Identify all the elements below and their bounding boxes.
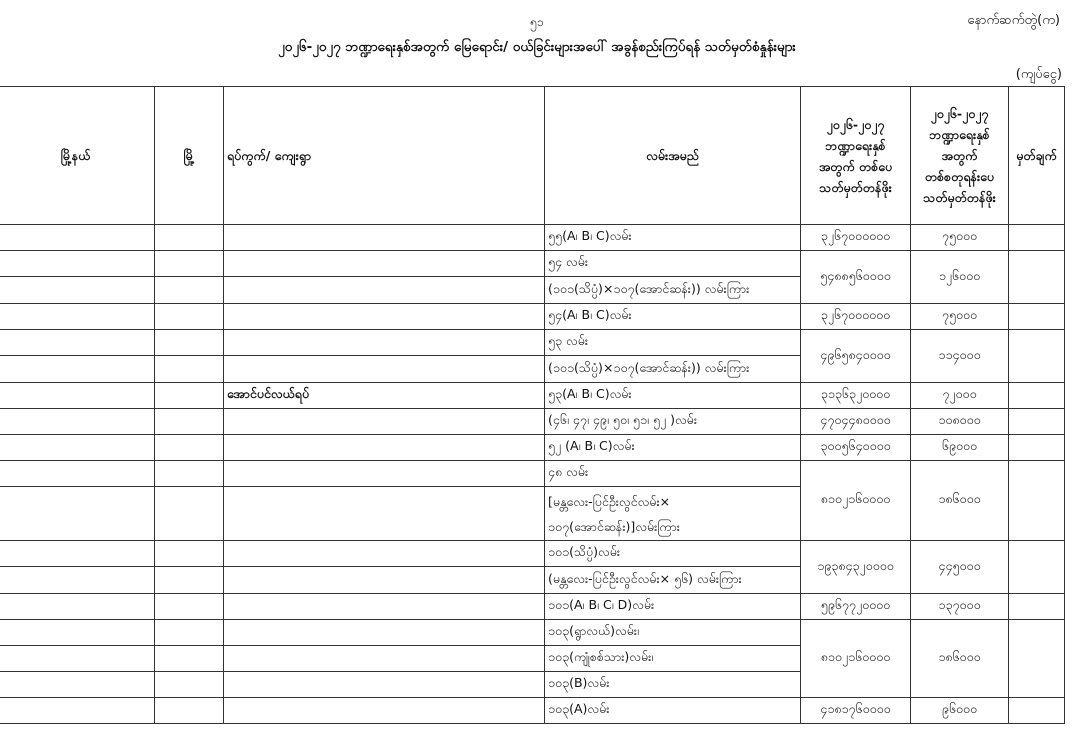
header-value-per-foot-line1: ၂၀၂၆-၂၀၂၇ bbox=[826, 116, 885, 132]
header-value-per-sqft-line3: အတွက် bbox=[941, 148, 978, 163]
remarks-cell bbox=[1009, 251, 1065, 304]
street-cell: ၁၀၁(သိပ္ပံ)လမ်း bbox=[545, 541, 801, 567]
town-cell bbox=[155, 698, 224, 724]
remarks-cell bbox=[1009, 594, 1065, 620]
ward-cell bbox=[224, 672, 545, 698]
ward-cell bbox=[224, 620, 545, 646]
value-per-sqft-cell: ၁၈၆၀၀၀ bbox=[911, 620, 1009, 698]
district-cell bbox=[0, 698, 155, 724]
header-value-per-sqft bbox=[911, 87, 1009, 225]
remarks-cell bbox=[1009, 698, 1065, 724]
district-cell bbox=[0, 567, 155, 594]
town-cell bbox=[155, 251, 224, 277]
table-row bbox=[0, 541, 1065, 567]
value-per-foot-cell: ၃၂၆၇၀၀၀၀၀၀ bbox=[801, 304, 911, 330]
remarks-cell bbox=[1009, 620, 1065, 698]
table-row bbox=[0, 435, 1065, 461]
town-cell bbox=[155, 487, 224, 541]
value-per-sqft-cell: ၄၄၅၀၀၀ bbox=[911, 541, 1009, 594]
value-per-sqft-cell: ၁၈၆၀၀၀ bbox=[911, 461, 1009, 541]
value-per-sqft-cell: ၁၁၄၀၀၀ bbox=[911, 330, 1009, 383]
ward-cell bbox=[224, 304, 545, 330]
remarks-cell bbox=[1009, 461, 1065, 541]
ward-cell bbox=[224, 646, 545, 672]
town-cell bbox=[155, 383, 224, 409]
district-cell bbox=[0, 251, 155, 277]
street-cell: ၅၅(A၊ B၊ C)လမ်း bbox=[545, 225, 801, 251]
value-per-foot-cell: ၃၂၆၇၀၀၀၀၀၀ bbox=[801, 225, 911, 251]
street-cell: ၁၀၃(ကျုံစစ်သား)လမ်း၊ bbox=[545, 646, 801, 672]
value-per-foot-cell: ၈၁၀၂၁၆၀၀၀၀ bbox=[801, 620, 911, 698]
district-cell bbox=[0, 225, 155, 251]
document-title: ၂၀၂၆-၂၀၂၇ ဘဏ္ဍာရေးနှစ်အတွက် မြေရောင်း/ ဝယ်ခြင်းများအပေါ် အခွန်စည်းကြပ်ရန် သတ်မှတ်စံနှုန်းများ bbox=[278, 39, 796, 55]
value-per-foot-cell: ၄၁၈၁၇၆၀၀၀၀ bbox=[801, 698, 911, 724]
remarks-cell bbox=[1009, 435, 1065, 461]
street-cell: ၁၀၃(B)လမ်း bbox=[545, 672, 801, 698]
value-per-sqft-cell: ၇၂၀၀၀ bbox=[911, 383, 1009, 409]
street-cell-multiline bbox=[545, 487, 801, 541]
value-per-foot-cell: ၃၁၃၆၃၂၀၀၀၀ bbox=[801, 383, 911, 409]
table-row bbox=[0, 461, 1065, 487]
ward-cell bbox=[224, 409, 545, 435]
district-cell bbox=[0, 383, 155, 409]
district-cell bbox=[0, 461, 155, 487]
header-value-per-sqft-line2: ဘဏ္ဍာရေးနှစ် bbox=[929, 127, 990, 142]
street-cell: ၅၄ လမ်း bbox=[545, 251, 801, 277]
town-cell bbox=[155, 672, 224, 698]
district-cell bbox=[0, 594, 155, 620]
header-remarks: မှတ်ချက် bbox=[1009, 87, 1065, 225]
value-per-sqft-cell: ၇၅၀၀၀ bbox=[911, 304, 1009, 330]
street-cell: ၁၀၁(A၊ B၊ C၊ D)လမ်း bbox=[545, 594, 801, 620]
remarks-cell bbox=[1009, 409, 1065, 435]
value-per-sqft-cell: ၁၂၆၀၀၀ bbox=[911, 251, 1009, 304]
value-per-foot-cell: ၈၁၀၂၁၆၀၀၀၀ bbox=[801, 461, 911, 541]
ward-name-cell: အောင်ပင်လယ်ရပ် bbox=[224, 383, 545, 409]
town-cell bbox=[155, 435, 224, 461]
header-value-per-sqft-line1: ၂၀၂၆-၂၀၂၇ bbox=[930, 106, 989, 121]
table-row bbox=[0, 225, 1065, 251]
district-cell bbox=[0, 409, 155, 435]
header-value-per-sqft-line4: တစ်စတုရန်းပေ bbox=[924, 169, 995, 184]
valuation-table bbox=[0, 86, 1065, 724]
town-cell bbox=[155, 225, 224, 251]
ward-cell bbox=[224, 594, 545, 620]
header-value-per-foot-line4: သတ်မှတ်တန်ဖိုး bbox=[819, 179, 892, 195]
value-per-sqft-cell: ၆၉၀၀၀ bbox=[911, 435, 1009, 461]
remarks-cell bbox=[1009, 383, 1065, 409]
ward-cell bbox=[224, 277, 545, 304]
street-cell: ၅၄(A၊ B၊ C)လမ်း bbox=[545, 304, 801, 330]
table-row bbox=[0, 409, 1065, 435]
street-cell: (မန္တလေး-ပြင်ဦးလွင်လမ်း× ၅၆) လမ်းကြား bbox=[545, 567, 801, 594]
value-per-foot-cell: ၄၇၀၄၄၈၀၀၀၀ bbox=[801, 409, 911, 435]
value-per-foot-cell: ၄၉၆၅၈၄၀၀၀၀ bbox=[801, 330, 911, 383]
annex-label: နောက်ဆက်တွဲ(က) bbox=[967, 13, 1060, 28]
ward-cell bbox=[224, 541, 545, 567]
value-per-sqft-cell: ၁၃၇၀၀၀ bbox=[911, 594, 1009, 620]
ward-cell bbox=[224, 356, 545, 383]
header-value-per-sqft-line5: သတ်မှတ်တန်ဖိုး bbox=[923, 190, 996, 205]
district-cell bbox=[0, 304, 155, 330]
value-per-foot-cell: ၅၉၆၇၇၂၀၀၀၀ bbox=[801, 594, 911, 620]
town-cell bbox=[155, 567, 224, 594]
street-cell: (၄၆၊ ၄၇၊ ၄၉၊ ၅၀၊ ၅၁၊ ၅၂ )လမ်း bbox=[545, 409, 801, 435]
district-cell bbox=[0, 277, 155, 304]
remarks-cell bbox=[1009, 330, 1065, 383]
district-cell bbox=[0, 330, 155, 356]
town-cell bbox=[155, 594, 224, 620]
ward-cell bbox=[224, 461, 545, 487]
ward-cell bbox=[224, 487, 545, 541]
header-value-per-foot bbox=[801, 87, 911, 225]
value-per-sqft-cell: ၇၅၀၀၀ bbox=[911, 225, 1009, 251]
district-cell bbox=[0, 620, 155, 646]
currency-unit: (ကျပ်ငွေ) bbox=[1015, 67, 1062, 82]
town-cell bbox=[155, 356, 224, 383]
town-cell bbox=[155, 646, 224, 672]
town-cell bbox=[155, 541, 224, 567]
header-district: မြို့နယ် bbox=[0, 87, 155, 225]
value-per-sqft-cell: ၁၀၈၀၀၀ bbox=[911, 409, 1009, 435]
table-row bbox=[0, 383, 1065, 409]
street-cell: ၅၂ (A၊ B၊ C)လမ်း bbox=[545, 435, 801, 461]
header-street: လမ်းအမည် bbox=[545, 87, 801, 225]
street-line: [မန္တလေး-ပြင်ဦးလွင်လမ်း× bbox=[548, 493, 671, 509]
town-cell bbox=[155, 409, 224, 435]
header-town: မြို့ bbox=[155, 87, 224, 225]
table-row bbox=[0, 594, 1065, 620]
value-per-foot-cell: ၃၀၀၅၆၄၀၀၀၀ bbox=[801, 435, 911, 461]
remarks-cell bbox=[1009, 304, 1065, 330]
remarks-cell bbox=[1009, 541, 1065, 594]
value-per-foot-cell: ၁၉၃၈၄၃၂၀၀၀၀ bbox=[801, 541, 911, 594]
ward-cell bbox=[224, 567, 545, 594]
table-row bbox=[0, 251, 1065, 277]
district-cell bbox=[0, 487, 155, 541]
table-row bbox=[0, 698, 1065, 724]
header-value-per-foot-line2: ဘဏ္ဍာရေးနှစ် bbox=[825, 137, 886, 153]
street-cell: (၁၀၁(သိပ္ပံ)×၁၀၇(အောင်ဆန်း)) လမ်းကြား bbox=[545, 277, 801, 304]
remarks-cell bbox=[1009, 225, 1065, 251]
table-row bbox=[0, 620, 1065, 646]
page-number: ၅၁ bbox=[530, 15, 544, 29]
street-cell: ၁၀၃(A)လမ်း bbox=[545, 698, 801, 724]
street-line: ၁၀၇(အောင်ဆန်း)]လမ်းကြား bbox=[548, 518, 680, 534]
table-row bbox=[0, 304, 1065, 330]
district-cell bbox=[0, 435, 155, 461]
street-cell: ၅၃ လမ်း bbox=[545, 330, 801, 356]
ward-cell bbox=[224, 225, 545, 251]
header-value-per-foot-line3: အတွက် တစ်ပေ bbox=[818, 158, 893, 174]
town-cell bbox=[155, 277, 224, 304]
town-cell bbox=[155, 461, 224, 487]
town-cell bbox=[155, 330, 224, 356]
district-cell bbox=[0, 356, 155, 383]
street-cell: ၅၃(A၊ B၊ C)လမ်း bbox=[545, 383, 801, 409]
district-cell bbox=[0, 646, 155, 672]
header-row bbox=[0, 87, 1065, 225]
street-cell: ၄၈ လမ်း bbox=[545, 461, 801, 487]
value-per-foot-cell: ၅၄၈၈၅၆၀၀၀၀ bbox=[801, 251, 911, 304]
ward-cell bbox=[224, 251, 545, 277]
street-cell: (၁၀၁(သိပ္ပံ)×၁၀၇(အောင်ဆန်း)) လမ်းကြား bbox=[545, 356, 801, 383]
value-per-sqft-cell: ၉၆၀၀၀ bbox=[911, 698, 1009, 724]
ward-cell bbox=[224, 698, 545, 724]
district-cell bbox=[0, 672, 155, 698]
table-row bbox=[0, 330, 1065, 356]
ward-cell bbox=[224, 330, 545, 356]
ward-cell bbox=[224, 435, 545, 461]
district-cell bbox=[0, 541, 155, 567]
town-cell bbox=[155, 620, 224, 646]
street-cell: ၁၀၃(ရွာလယ်)လမ်း၊ bbox=[545, 620, 801, 646]
town-cell bbox=[155, 304, 224, 330]
header-ward: ရပ်ကွက်/ ကျေးရွာ bbox=[224, 87, 545, 225]
